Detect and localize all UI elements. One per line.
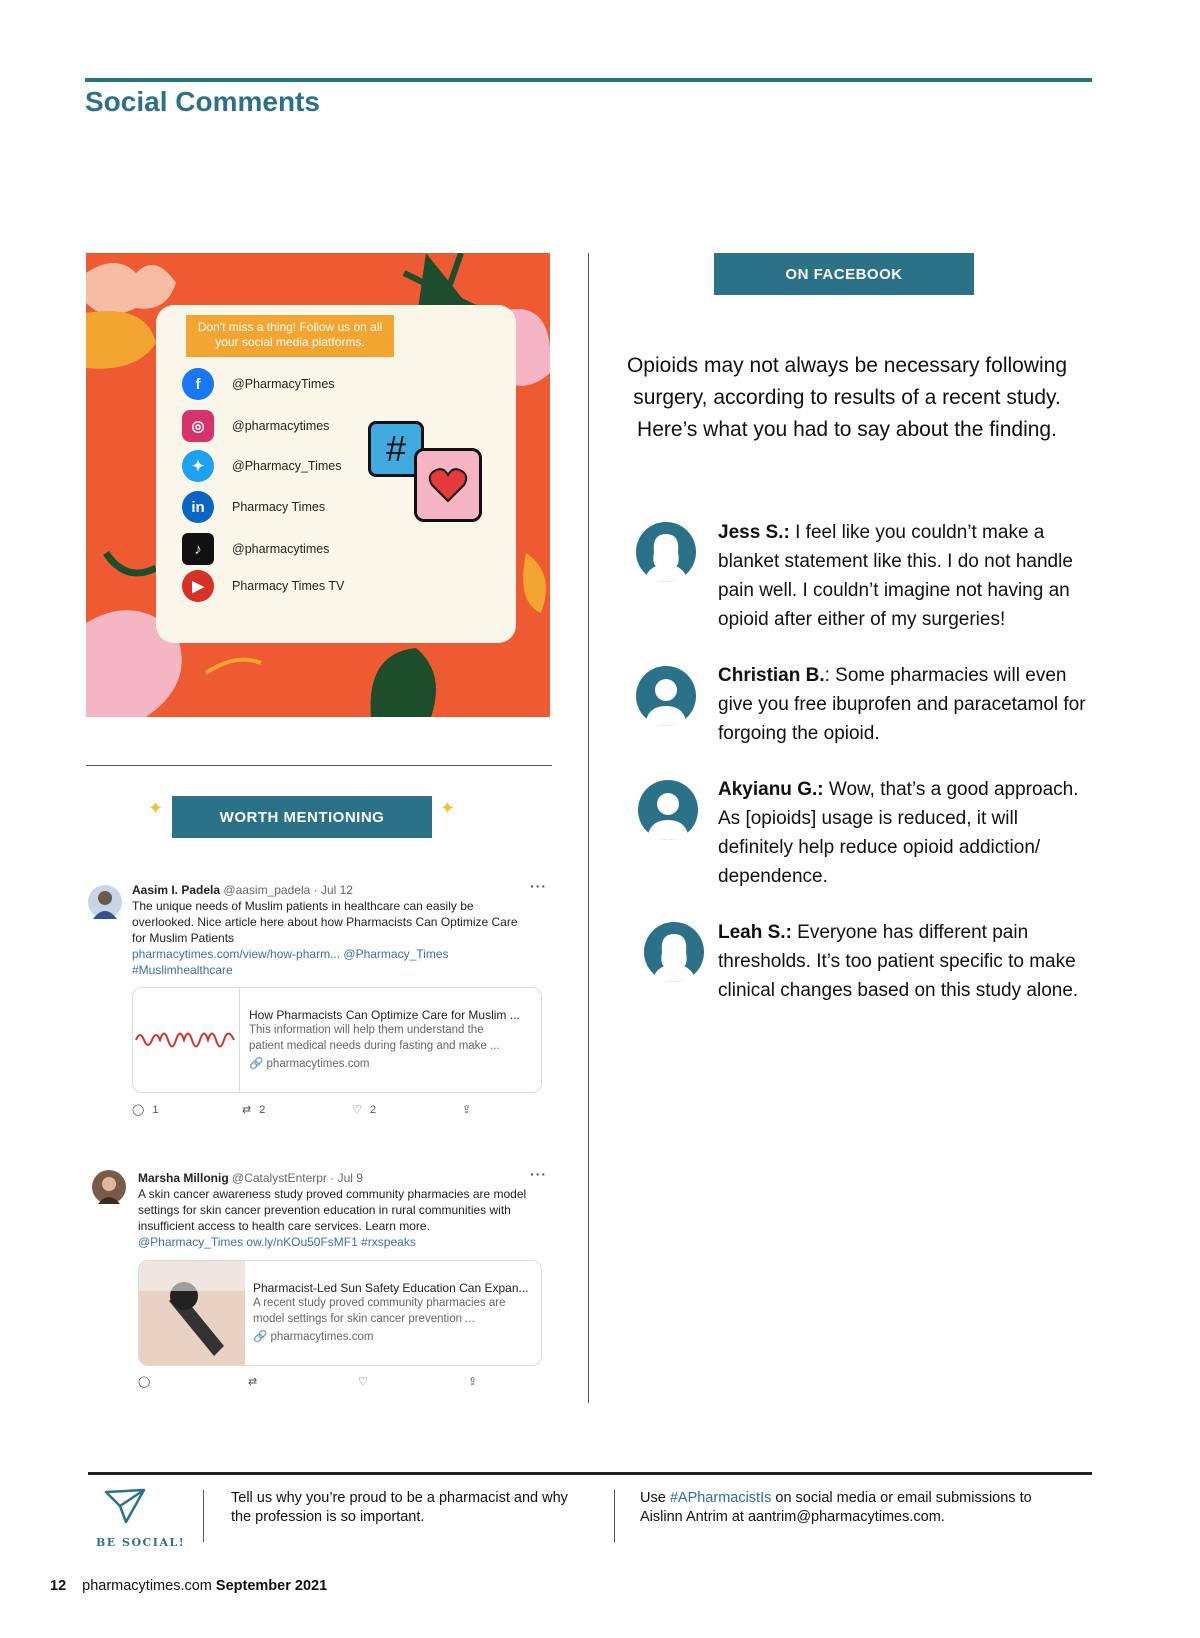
tweet-link-card[interactable] <box>132 987 542 1093</box>
facebook-comment <box>718 775 1098 891</box>
commenter-name: Christian B. <box>718 665 825 686</box>
avatar <box>88 885 122 919</box>
be-social-label: BE SOCIAL! <box>96 1536 186 1549</box>
comment-text: : Some pharmacies will even give you free ibuprofen and paracetamol for forgoing the opioid. <box>718 665 1086 744</box>
facebook-comment <box>718 918 1098 1005</box>
handle-label: @pharmacytimes <box>232 542 330 556</box>
handle-row-youtube <box>182 569 344 603</box>
site-name: pharmacytimes.com <box>82 1578 212 1594</box>
page-title: Social Comments <box>85 86 320 117</box>
tweet-text: insufficient access to health care services. Learn more. <box>138 1219 430 1233</box>
reply-icon[interactable]: ◯ <box>132 1104 145 1116</box>
column-divider <box>588 253 589 1403</box>
comment-text: I feel like you couldn’t make a blanket statement like this. I do not handle pain well. I couldn’t imagine not having an opioid after either of my surgeries! <box>718 522 1073 630</box>
card-description: A recent study proved community pharmacies are <box>253 1297 506 1309</box>
tweet-text: overlooked. Nice article here about how Pharmacists Can Optimize Care <box>132 915 518 929</box>
footer-use-text: Use <box>640 1490 670 1506</box>
male-silhouette-icon <box>636 666 696 726</box>
facebook-comment <box>718 518 1098 634</box>
handle-label: Pharmacy Times <box>232 500 326 514</box>
handle-label: @Pharmacy_Times <box>232 459 342 473</box>
link-icon: 🔗 <box>253 1331 268 1343</box>
instagram-icon: ◎ <box>182 410 214 442</box>
tiktok-icon: ♪ <box>182 533 214 565</box>
tweet-meta: @aasim_padela · Jul 12 <box>223 883 353 897</box>
male-silhouette-icon <box>638 780 698 840</box>
card-description: This information will help them understand the <box>249 1024 484 1036</box>
footer-divider <box>203 1490 204 1542</box>
footer-submission-text <box>640 1489 1060 1527</box>
facebook-icon: f <box>182 368 214 400</box>
worth-mentioning-label: WORTH MENTIONING <box>172 796 432 838</box>
handle-row-facebook <box>182 367 335 401</box>
sparkle-icon: ✦ <box>148 798 164 818</box>
heart-bubble-icon <box>414 448 482 522</box>
tweet-text: settings for skin cancer prevention education in rural communities with <box>138 1203 511 1217</box>
tweet-actions <box>132 1103 572 1116</box>
share-icon[interactable]: ⇪ <box>468 1376 478 1388</box>
footer-divider <box>614 1490 615 1542</box>
tweet-link[interactable]: @Pharmacy_Times ow.ly/nKOu50FsMF1 #rxspeaks <box>138 1235 416 1249</box>
facebook-intro: Opioids may not always be necessary following surgery, according to results of a recent study. Here’s what you had to say about the finding. <box>626 354 1068 441</box>
person-icon <box>88 885 122 919</box>
youtube-icon: ▶ <box>182 570 214 602</box>
footer-proud-text: Tell us why you’re proud to be a pharmacist and why the profession is so important. <box>231 1490 568 1525</box>
retweet-count: 2 <box>259 1103 266 1116</box>
follow-banner: Don't miss a thing! Follow us on all your social media platforms. <box>186 315 394 357</box>
tweet-actions <box>138 1375 578 1388</box>
handle-label: Pharmacy Times TV <box>232 579 345 593</box>
on-facebook-label: ON FACEBOOK <box>714 253 974 295</box>
tweet-link[interactable]: pharmacytimes.com/view/how-pharm... @Pharmacy_Times <box>132 947 449 961</box>
hashtag-link[interactable]: #APharmacistIs <box>669 1490 772 1506</box>
tweet-meta: @CatalystEnterpr · Jul 9 <box>232 1171 363 1185</box>
top-rule <box>85 78 1092 82</box>
female-silhouette-icon <box>644 922 704 982</box>
heart-icon <box>428 467 468 503</box>
handle-row-linkedin <box>182 490 325 524</box>
link-icon: 🔗 <box>249 1058 264 1070</box>
commenter-name: Leah S.: <box>718 922 792 943</box>
card-thumbnail <box>139 1261 245 1365</box>
share-icon[interactable]: ⇪ <box>462 1104 472 1116</box>
ekg-wave-icon <box>134 1025 238 1055</box>
handle-row-tiktok <box>182 532 329 566</box>
comment-text: Wow, that’s a good approach. As [opioids] usage is reduced, it will definitely help reduce opioid addiction/ dependence. <box>718 779 1079 887</box>
tweet-hashtag[interactable]: #Muslimhealthcare <box>132 963 233 977</box>
tweet-author[interactable]: Aasim I. Padela <box>132 883 221 897</box>
page-footer <box>50 1578 327 1594</box>
section-divider <box>86 765 552 766</box>
commenter-name: Akyianu G.: <box>718 779 824 800</box>
handle-row-instagram <box>182 409 329 443</box>
card-domain: pharmacytimes.com <box>270 1331 374 1343</box>
twitter-icon: ✦ <box>182 450 214 482</box>
like-icon[interactable]: ♡ <box>352 1104 362 1116</box>
sparkle-icon: ✦ <box>440 798 456 818</box>
tweet <box>132 882 552 978</box>
avatar <box>92 1170 126 1204</box>
more-options-icon[interactable]: ··· <box>530 1166 547 1182</box>
person-icon <box>92 1170 126 1204</box>
hashtag-bubble-icon: # <box>368 421 424 477</box>
page-number: 12 <box>50 1578 67 1594</box>
handle-label: @pharmacytimes <box>232 419 330 433</box>
social-media-graphic <box>86 253 550 717</box>
like-count: 2 <box>369 1103 376 1116</box>
card-thumbnail <box>133 988 240 1092</box>
issue-date: September 2021 <box>215 1578 328 1594</box>
reply-icon[interactable]: ◯ <box>138 1376 151 1388</box>
female-silhouette-icon <box>636 522 696 582</box>
facebook-comment <box>718 661 1098 748</box>
retweet-icon[interactable]: ⇄ <box>248 1376 258 1388</box>
commenter-name: Jess S.: <box>718 522 790 543</box>
comment-text: Everyone has different pain thresholds. It’s too patient specific to make clinical changes based on this study alone. <box>718 922 1079 1001</box>
footer-submit-text: on social media or email submissions to Aislinn Antrim at aantrim@pharmacytimes.com. <box>640 1490 1032 1525</box>
more-options-icon[interactable]: ··· <box>530 878 547 894</box>
tweet-author[interactable]: Marsha Millonig <box>138 1171 229 1185</box>
tweet <box>138 1170 552 1250</box>
card-domain: pharmacytimes.com <box>266 1058 370 1070</box>
tweet-text: for Muslim Patients <box>132 931 235 945</box>
card-description: patient medical needs during fasting and make ... <box>249 1040 500 1052</box>
card-title: How Pharmacists Can Optimize Care for Muslim ... <box>249 1008 520 1022</box>
like-icon[interactable]: ♡ <box>358 1376 368 1388</box>
tweet-text: The unique needs of Muslim patients in healthcare can easily be <box>132 899 474 913</box>
dermatoscope-photo-icon <box>139 1261 245 1365</box>
retweet-icon[interactable]: ⇄ <box>242 1104 252 1116</box>
card-description: model settings for skin cancer prevention ... <box>253 1313 475 1325</box>
handle-row-twitter <box>182 449 341 483</box>
paper-plane-icon <box>104 1488 146 1524</box>
linkedin-icon: in <box>182 491 214 523</box>
footer-rule <box>88 1472 1092 1475</box>
card-title: Pharmacist-Led Sun Safety Education Can Expan... <box>253 1281 529 1295</box>
tweet-text: A skin cancer awareness study proved community pharmacies are model <box>138 1187 527 1201</box>
tweet-link-card[interactable] <box>138 1260 542 1366</box>
reply-count: 1 <box>152 1103 159 1116</box>
handle-label: @PharmacyTimes <box>232 377 335 391</box>
